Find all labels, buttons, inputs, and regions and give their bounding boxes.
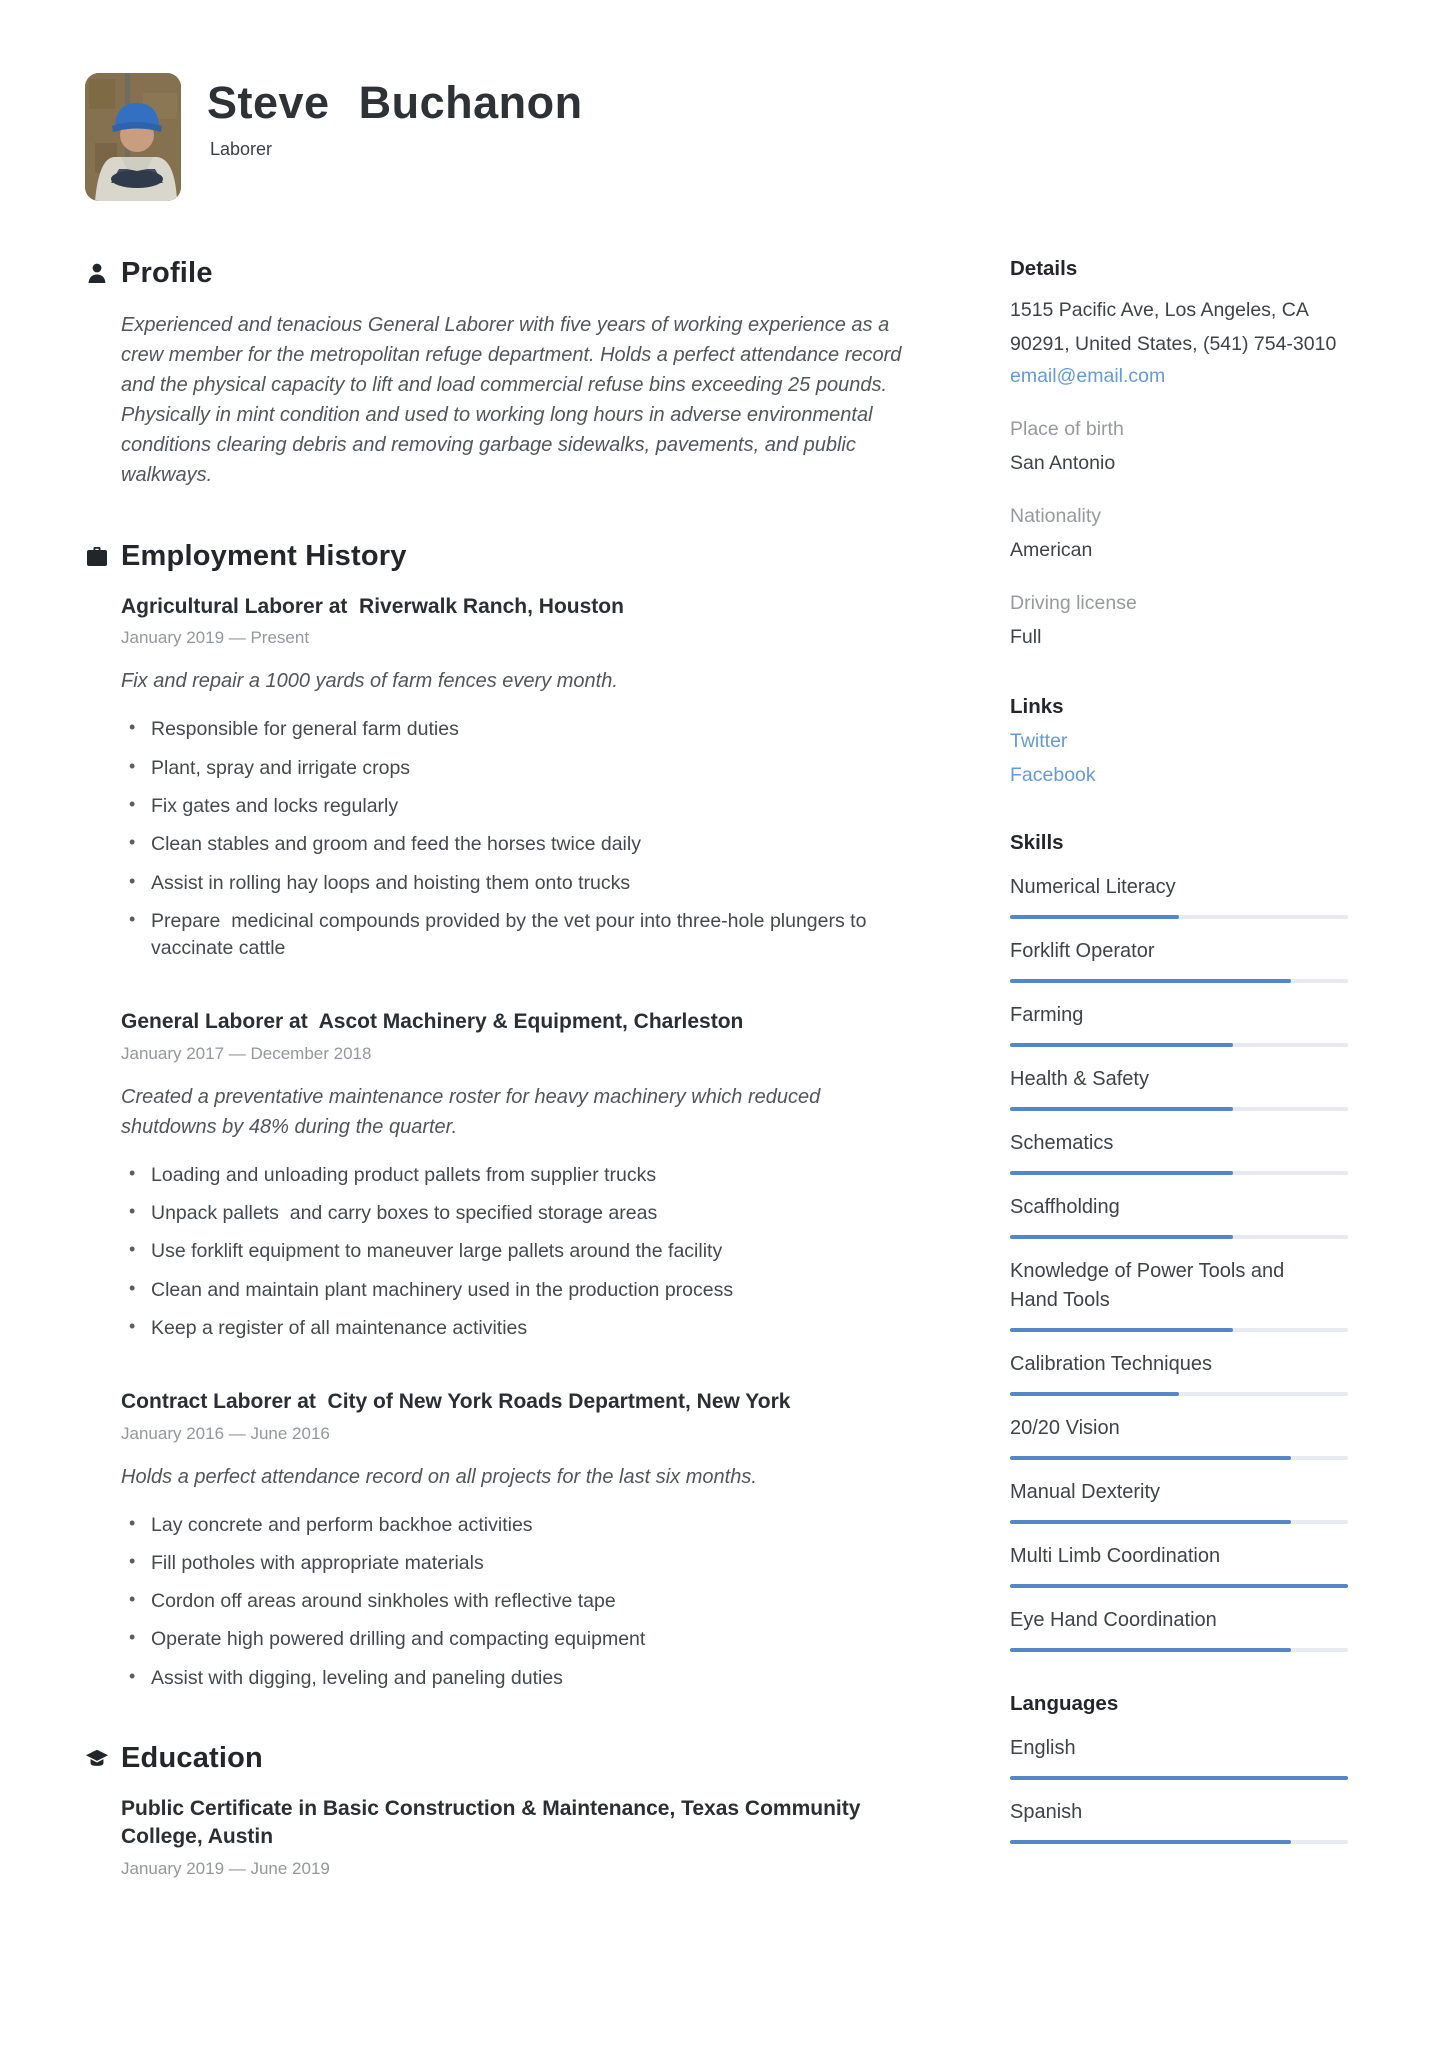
skill-level-bar [1010, 1171, 1348, 1175]
nationality-label: Nationality [1010, 505, 1102, 528]
candidate-job-title: Laborer [210, 138, 273, 159]
job-duty-item: • Clean and maintain plant machinery used in the production process [121, 1277, 901, 1304]
job-summary: Holds a perfect attendance record on all projects for the last six months. [121, 1465, 757, 1488]
job-duty-item: • Operate high powered drilling and compacting equipment [121, 1626, 901, 1653]
skill-name: 20/20 Vision [1010, 1417, 1120, 1440]
skill-item [1010, 1001, 1348, 1047]
job-duty-item: • Fill potholes with appropriate materials [121, 1550, 901, 1577]
email-link[interactable]: email@email.com [1010, 365, 1166, 388]
skill-item [1010, 1734, 1348, 1780]
details-title: Details [1010, 257, 1078, 280]
job-entry [121, 1008, 930, 1342]
skill-level-bar [1010, 1392, 1348, 1396]
skill-item [1010, 1193, 1348, 1239]
skill-item [1010, 1798, 1348, 1844]
twitter-link[interactable]: Twitter [1010, 730, 1068, 753]
skill-name: Spanish [1010, 1801, 1083, 1824]
job-title: Agricultural Laborer at Riverwalk Ranch, Houston [121, 595, 624, 618]
section-title-employment: Employment History [121, 540, 407, 572]
skill-item [1010, 1350, 1348, 1396]
links-title: Links [1010, 695, 1064, 719]
skill-item [1010, 1257, 1348, 1332]
job-title: Contract Laborer at City of New York Roads Department, New York [121, 1390, 791, 1414]
job-duties-list [121, 1512, 930, 1692]
skill-item [1010, 1606, 1348, 1652]
skill-name: Eye Hand Coordination [1010, 1609, 1217, 1632]
job-summary: Created a preventative maintenance roster for heavy machinery which reduced shutdowns by 48% during the quarter. [121, 1085, 826, 1138]
profile-photo [85, 73, 181, 201]
links-section [1010, 695, 1348, 787]
skill-level-bar [1010, 1520, 1348, 1524]
skill-level-bar [1010, 1328, 1348, 1332]
skill-item [1010, 1129, 1348, 1175]
skill-name: Farming [1010, 1004, 1084, 1027]
skill-name: Manual Dexterity [1010, 1481, 1161, 1504]
skill-level-bar [1010, 1043, 1348, 1047]
briefcase-icon [85, 546, 109, 567]
graduation-cap-icon [85, 1748, 109, 1770]
skill-name: Health & Safety [1010, 1068, 1149, 1091]
education-degree: Public Certificate in Basic Construction & Maintenance, Texas Community College, Austin [121, 1797, 867, 1849]
job-dates: January 2019 — Present [121, 628, 310, 648]
job-duty-item: • Clean stables and groom and feed the horses twice daily [121, 831, 901, 858]
nationality-group [1010, 505, 1348, 562]
job-title: General Laborer at Ascot Machinery & Equipment, Charleston [121, 1010, 744, 1034]
driving-license-label: Driving license [1010, 592, 1137, 615]
facebook-link[interactable]: Facebook [1010, 764, 1096, 787]
job-duty-item: • Assist in rolling hay loops and hoisting them onto trucks [121, 870, 901, 897]
section-title-education: Education [121, 1742, 263, 1775]
profile-summary-text: Experienced and tenacious General Laborer with five years of working experience as a crew member for the metropolitan refuge department. Holds a perfect attendance record and the physical capacity to lift and load commercial refuse bins exceeding 25 pounds. Physically in mint condition and used to working long hours in adverse environmental conditions clearing debris and removing garbage sidewalks, pavements, and public walkways. [121, 314, 907, 486]
skill-level-bar [1010, 1776, 1348, 1780]
skills-list [1010, 873, 1348, 1652]
place-of-birth-group [1010, 418, 1348, 475]
profile-section [85, 257, 930, 490]
skill-name: Numerical Literacy [1010, 876, 1176, 899]
skill-item [1010, 937, 1348, 983]
skill-name: Calibration Techniques [1010, 1353, 1212, 1376]
skill-name: Knowledge of Power Tools and Hand Tools [1010, 1260, 1285, 1312]
job-duty-item: • Fix gates and locks regularly [121, 793, 901, 820]
skill-level-bar [1010, 1107, 1348, 1111]
skill-name: Schematics [1010, 1132, 1114, 1155]
candidate-name: Steve Buchanon [207, 77, 583, 128]
skill-name: Multi Limb Coordination [1010, 1545, 1221, 1568]
worker-photo-illustration [85, 73, 181, 201]
jobs-list [121, 593, 930, 1692]
driving-license-value: Full [1010, 626, 1042, 649]
nationality-value: American [1010, 539, 1093, 562]
skill-level-bar [1010, 1456, 1348, 1460]
job-duty-item: • Loading and unloading product pallets from supplier trucks [121, 1162, 901, 1189]
job-duty-item: • Unpack pallets and carry boxes to specified storage areas [121, 1200, 901, 1227]
skills-section [1010, 831, 1348, 1652]
job-entry [121, 1388, 930, 1692]
job-duty-item: • Plant, spray and irrigate crops [121, 755, 901, 782]
skill-item [1010, 1414, 1348, 1460]
job-duty-item: • Responsible for general farm duties [121, 716, 901, 743]
skill-level-bar [1010, 1584, 1348, 1588]
sidebar [1010, 257, 1348, 1929]
education-section [85, 1742, 930, 1879]
job-duty-item: • Cordon off areas around sinkholes with reflective tape [121, 1588, 901, 1615]
languages-title: Languages [1010, 1692, 1119, 1716]
resume-header [85, 55, 1348, 201]
education-dates: January 2019 — June 2019 [121, 1858, 330, 1878]
skill-name: Scaffholding [1010, 1196, 1120, 1219]
place-of-birth-label: Place of birth [1010, 418, 1124, 441]
section-title-profile: Profile [121, 257, 213, 289]
job-duty-item: • Assist with digging, leveling and paneling duties [121, 1665, 901, 1692]
driving-license-group [1010, 592, 1348, 649]
job-duty-item: • Lay concrete and perform backhoe activities [121, 1512, 901, 1539]
job-summary: Fix and repair a 1000 yards of farm fences every month. [121, 670, 618, 693]
skill-level-bar [1010, 979, 1348, 983]
skill-level-bar [1010, 1235, 1348, 1239]
skill-item [1010, 1542, 1348, 1588]
job-duties-list [121, 1162, 930, 1342]
job-entry [121, 593, 930, 962]
skill-item [1010, 1478, 1348, 1524]
job-dates: January 2017 — December 2018 [121, 1043, 372, 1063]
main-column [85, 257, 930, 1929]
skill-item [1010, 873, 1348, 919]
skills-title: Skills [1010, 831, 1064, 855]
job-duty-item: • Use forklift equipment to maneuver large pallets around the facility [121, 1238, 901, 1265]
job-duty-item: • Prepare medicinal compounds provided by the vet pour into three-hole plungers to vaccinate cattle [121, 908, 901, 963]
employment-section [85, 540, 930, 1692]
job-duty-item: • Keep a register of all maintenance activities [121, 1315, 901, 1342]
skill-name: Forklift Operator [1010, 940, 1155, 963]
languages-list [1010, 1734, 1348, 1844]
address-text: 1515 Pacific Ave, Los Angeles, CA 90291, United States, (541) 754-3010 [1010, 299, 1337, 356]
languages-section [1010, 1692, 1348, 1844]
job-dates: January 2016 — June 2016 [121, 1423, 330, 1443]
person-icon [85, 263, 109, 285]
job-duties-list [121, 716, 930, 962]
skill-level-bar [1010, 915, 1348, 919]
skill-level-bar [1010, 1840, 1348, 1844]
skill-item [1010, 1065, 1348, 1111]
place-of-birth-value: San Antonio [1010, 452, 1116, 475]
skill-level-bar [1010, 1648, 1348, 1652]
skill-name: English [1010, 1737, 1076, 1760]
